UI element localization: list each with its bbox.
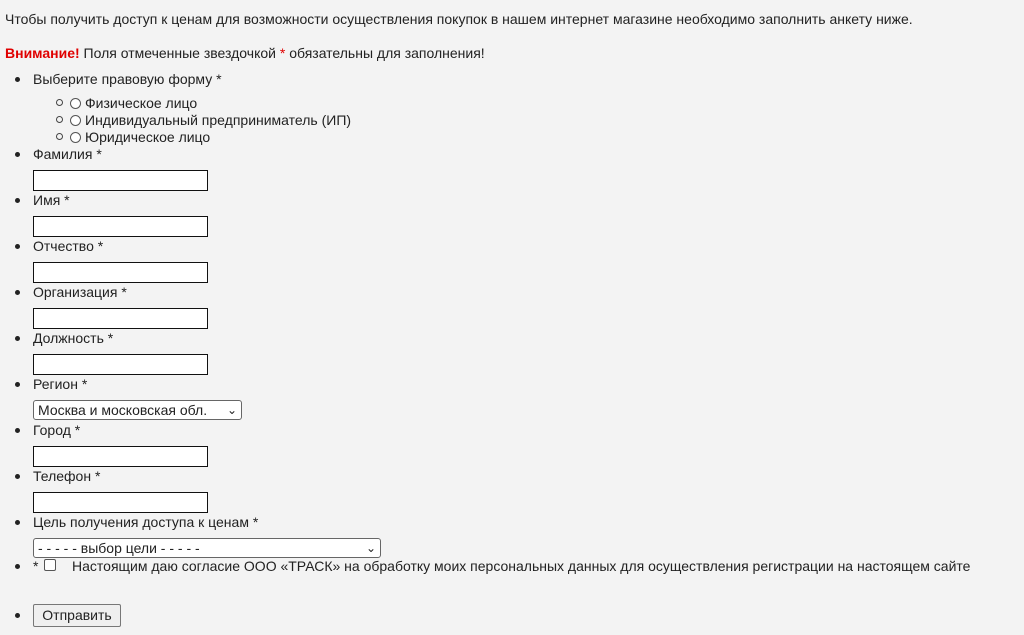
notice-text-before: Поля отмеченные звездочкой: [79, 45, 280, 61]
radio-label: Юридическое лицо: [85, 129, 211, 145]
radio-circle[interactable]: [70, 132, 81, 143]
bullet: [15, 198, 20, 203]
notice-text-after: обязательны для заполнения!: [285, 45, 485, 61]
consent-star: *: [33, 558, 39, 574]
organization-input[interactable]: [33, 308, 208, 329]
bullet: [15, 520, 20, 525]
radio-label: Физическое лицо: [85, 95, 198, 111]
purpose-select[interactable]: [33, 538, 381, 558]
bullet: [15, 564, 20, 569]
purpose-select-value: - - - - - выбор цели - - - - -: [38, 540, 200, 556]
surname-label: Фамилия *: [33, 146, 102, 162]
intro-text: Чтобы получить доступ к ценам для возможности осуществления покупок в нашем интернет магазине необходимо заполнить анкету ниже.: [5, 11, 913, 27]
radio-individual[interactable]: [70, 95, 197, 111]
submit-button[interactable]: Отправить: [33, 604, 121, 627]
region-select[interactable]: [33, 400, 242, 420]
patronymic-input[interactable]: [33, 262, 208, 283]
bullet: [15, 152, 20, 157]
phone-label: Телефон *: [33, 468, 101, 484]
bullet: [15, 77, 20, 82]
sub-bullet: [56, 99, 63, 106]
bullet: [15, 613, 20, 618]
position-label: Должность *: [33, 330, 114, 346]
bullet: [15, 244, 20, 249]
chevron-down-icon: ⌄: [226, 403, 237, 417]
required-notice: [5, 45, 485, 61]
sub-bullet: [56, 133, 63, 140]
chevron-down-icon: ⌄: [365, 541, 376, 555]
sub-bullet: [56, 116, 63, 123]
consent-checkbox[interactable]: [44, 559, 56, 571]
radio-circle[interactable]: [70, 115, 81, 126]
patronymic-label: Отчество *: [33, 238, 104, 254]
position-input[interactable]: [33, 354, 208, 375]
city-label: Город *: [33, 422, 81, 438]
notice-warning: Внимание!: [5, 45, 80, 61]
radio-circle[interactable]: [70, 98, 81, 109]
notice-star: *: [279, 45, 286, 61]
bullet: [15, 428, 20, 433]
consent-text: Настоящим даю согласие ООО «ТРАСК» на обработку моих персональных данных для осуществления регистрации на настоящем сайте: [72, 558, 971, 574]
legal-form-label: Выберите правовую форму *: [33, 71, 222, 87]
organization-label: Организация *: [33, 284, 127, 300]
radio-legal-entity[interactable]: [70, 129, 210, 145]
name-input[interactable]: [33, 216, 208, 237]
radio-label: Индивидуальный предприниматель (ИП): [85, 112, 352, 128]
radio-entrepreneur[interactable]: [70, 112, 351, 128]
region-label: Регион *: [33, 376, 88, 392]
region-select-value: Москва и московская обл.: [38, 402, 208, 418]
bullet: [15, 382, 20, 387]
city-input[interactable]: [33, 446, 208, 467]
bullet: [15, 474, 20, 479]
purpose-label: Цель получения доступа к ценам *: [33, 514, 259, 530]
bullet: [15, 336, 20, 341]
bullet: [15, 290, 20, 295]
surname-input[interactable]: [33, 170, 208, 191]
name-label: Имя *: [33, 192, 70, 208]
phone-input[interactable]: [33, 492, 208, 513]
